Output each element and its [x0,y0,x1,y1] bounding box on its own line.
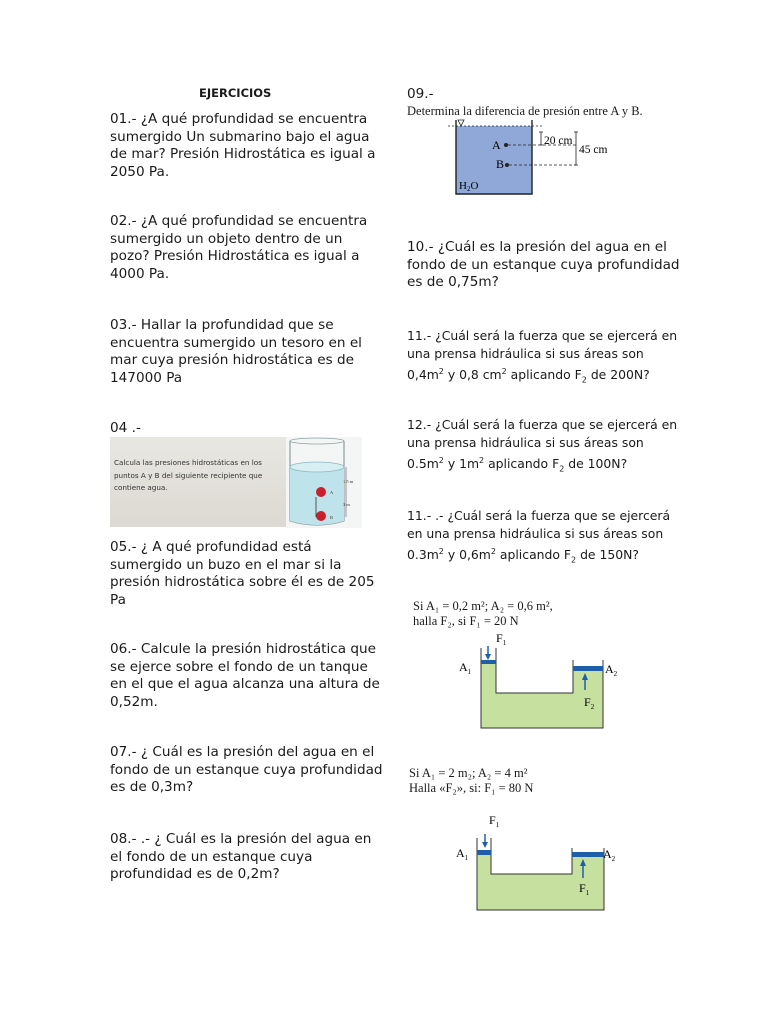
point-b-marker [316,511,326,521]
svg-text:A1: $A_1$ [456,846,469,862]
press-1-line-1: Si A₁ = 0,2 m²; A₂ = 0,6 m², [413,599,553,613]
exercise-09-label: 09.- [407,86,434,102]
exercise-12: 12.- ¿Cuál será la fuerza que se ejercerá en una prensa hidráulica si sus áreas son $0.5m^2$ y $1m^2$ aplicando $F_2$ de 100N? [407,417,678,474]
worksheet-heading: EJERCICIOS [199,86,272,100]
f1-arrow-icon [485,654,491,660]
svg-text:F1: $F_1$ [579,881,590,897]
point-a-marker [316,487,326,497]
large-piston [572,852,604,857]
exercise-04-cylinder-figure [286,437,362,528]
depth-1-label: 1.5 m [343,479,354,484]
svg-text:F2: $F_2$ [584,695,595,711]
exercise-13: 11.- .- ¿Cuál será la fuerza que se ejercerá en una prensa hidráulica si sus áreas son $0.3m^2$ y $0,6m^2$ aplicando $F_2$ de 150N? [407,508,671,565]
exercise-10: 10.- ¿Cuál es la presión del agua en el fondo de un estanque cuya profundidad es de 0,75m? [407,239,680,290]
point-a-label: A [330,490,334,495]
large-piston [573,666,603,671]
press-2-figure [452,810,632,914]
small-piston [477,850,491,855]
exercise-06: 06.- Calcule la presión hidrostática que se ejerce sobre el fondo de un tanque en el que el agua alcanza una altura de 0,52m. [110,641,380,710]
press-2-line-2: Halla «F₂», si: F₁ = 80 N [409,781,534,795]
svg-text:F1: $F_1$ [489,813,500,829]
press-2-line-1: Si A₁ = 2 m₂; A₂ = 4 m² [409,766,528,780]
distance-45cm-label: 45 cm [579,144,608,156]
point-b-label: B [495,157,504,171]
exercise-08: 08.- .- ¿ Cuál es la presión del agua en el fondo de un estanque cuya profundidad es de 0,2m? [110,831,372,882]
point-a-label: A [492,138,501,152]
svg-text:F1: $F_1$ [496,632,507,647]
exercise-09-title: Determina la diferencia de presión entre A y B. [407,104,643,118]
svg-text:A2: $A_2$ [603,847,616,863]
distance-20cm-label: 20 cm [544,135,573,147]
exercise-04-image-caption: Calcula las presiones hidrostáticas en los puntos A y B del siguiente recipiente que contiene agua. [114,458,263,492]
exercise-09-tank-figure [446,118,616,198]
press-1-line-2: halla F₂, si F₁ = 20 N [413,614,519,628]
press-2-statement [409,766,533,796]
exercise-04-text-image [110,437,286,527]
press-1-figure [455,632,635,730]
svg-text:A1: $A_1$ [459,660,472,676]
exercise-07: 07.- ¿ Cuál es la presión del agua en el fondo de un estanque cuya profundidad es de 0,3m? [110,744,383,795]
exercise-03: 03.- Hallar la profundidad que se encuentra sumergido un tesoro en el mar cuya presión hidrostática es de 147000 Pa [110,317,362,386]
point-b-label: B [330,515,334,520]
exercise-05: 05.- ¿ A qué profundidad está sumergido un buzo en el mar si la presión hidrostática sobre él es de 205 Pa [110,539,375,608]
surface-marker-icon [458,120,464,126]
depth-2-label: 3 m [343,502,350,507]
exercise-01: 01.- ¿A qué profundidad se encuentra sumergido Un submarino bajo el agua de mar? Presión Hidrostática es igual a 2050 Pa. [110,111,376,180]
exercise-04-label: 04 .- [110,420,141,436]
press-1-statement [413,599,553,629]
exercise-11: 11.- ¿Cuál será la fuerza que se ejercerá en una prensa hidráulica si sus áreas son $0,4m^2$ y 0,8 $cm^2$ aplicando $F_2$ de 200N? [407,328,678,385]
exercise-02: 02.- ¿A qué profundidad se encuentra sumergido un objeto dentro de un pozo? Presión Hidrostática es igual a 4000 Pa. [110,213,368,282]
small-piston [481,660,496,664]
svg-text:A2: $A_2$ [605,662,618,678]
f1-arrow-icon [482,842,488,848]
fluid-label: H2O [459,180,479,193]
